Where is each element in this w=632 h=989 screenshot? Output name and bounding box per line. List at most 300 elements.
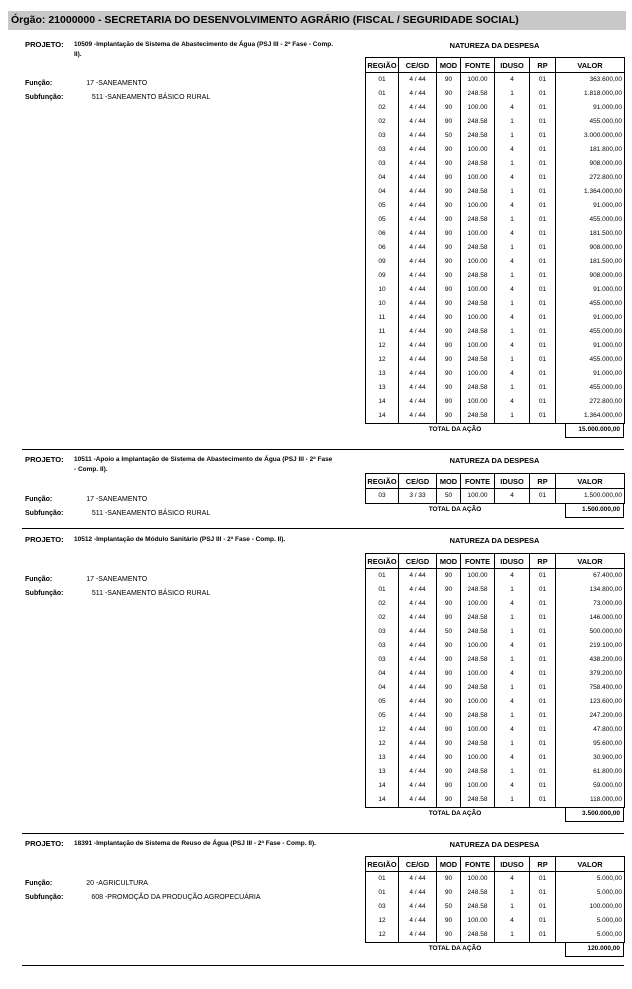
- column-header: FONTE: [461, 554, 495, 569]
- table-cell: 90: [437, 611, 461, 625]
- table-cell: 03: [366, 129, 399, 143]
- table-cell: 4 / 44: [399, 709, 437, 723]
- table-cell: 4: [495, 255, 530, 269]
- table-cell: 455.000,00: [556, 213, 625, 227]
- table-cell: 11: [366, 325, 399, 339]
- table-cell: 05: [366, 709, 399, 723]
- subfuncao-label: Subfunção:: [25, 590, 64, 597]
- table-cell: 50: [437, 129, 461, 143]
- funcao-label: Função:: [25, 80, 53, 87]
- table-cell: 90: [437, 185, 461, 199]
- table-cell: 14: [366, 779, 399, 793]
- table-cell: 05: [366, 695, 399, 709]
- projeto-descricao-text: Implantação de Módulo Sanitário (PSJ III - 2ª Fase - Comp. II).: [96, 536, 286, 543]
- table-cell: 90: [437, 723, 461, 737]
- table-cell: 248.58: [461, 185, 495, 199]
- table-cell: 248.58: [461, 297, 495, 311]
- table-cell: 4 / 44: [399, 353, 437, 367]
- subfuncao-label: Subfunção:: [25, 894, 64, 901]
- table-cell: 01: [530, 793, 556, 808]
- table-cell: 90: [437, 681, 461, 695]
- table-row: [366, 681, 625, 695]
- table-cell: 4: [495, 489, 530, 504]
- table-cell: 100.00: [461, 311, 495, 325]
- total-acao-label: TOTAL DA AÇÃO: [428, 506, 482, 513]
- table-cell: 50: [437, 489, 461, 504]
- column-header: REGIÃO: [366, 58, 399, 73]
- subfuncao-numero: 511: [91, 510, 103, 517]
- table-cell: 01: [530, 143, 556, 157]
- table-cell: 03: [366, 639, 399, 653]
- column-header: MOD: [437, 554, 461, 569]
- column-header: CE/GD: [399, 554, 437, 569]
- table-cell: 1: [495, 409, 530, 424]
- column-header: RP: [530, 474, 556, 489]
- table-cell: 02: [366, 597, 399, 611]
- table-cell: 73.000,00: [556, 597, 625, 611]
- table-cell: 4 / 44: [399, 886, 437, 900]
- table-cell: 4 / 44: [399, 129, 437, 143]
- table-cell: 91.000,00: [556, 367, 625, 381]
- table-cell: 04: [366, 171, 399, 185]
- table-row: [366, 793, 625, 808]
- table-cell: 248.58: [461, 269, 495, 283]
- funcao-line: Função: 17 -SANEAMENTO: [25, 80, 148, 87]
- table-cell: 90: [437, 227, 461, 241]
- table-cell: 01: [366, 73, 399, 88]
- table-cell: 248.58: [461, 213, 495, 227]
- table-cell: 1: [495, 213, 530, 227]
- table-cell: 272.800,00: [556, 395, 625, 409]
- table-row: [366, 765, 625, 779]
- table-cell: 90: [437, 639, 461, 653]
- column-header: RP: [530, 554, 556, 569]
- total-acao-value: 3.500.000,00: [582, 810, 620, 817]
- table-cell: 4: [495, 569, 530, 584]
- table-cell: 10: [366, 283, 399, 297]
- table-cell: 90: [437, 583, 461, 597]
- table-cell: 01: [530, 255, 556, 269]
- table-cell: 248.58: [461, 681, 495, 695]
- table-cell: 01: [530, 681, 556, 695]
- total-acao-label: TOTAL DA AÇÃO: [428, 426, 482, 433]
- table-cell: 01: [530, 241, 556, 255]
- table-cell: 100.00: [461, 395, 495, 409]
- subfuncao-line: Subfunção: 511 -SANEAMENTO BÁSICO RURAL: [25, 94, 211, 101]
- table-row: [366, 872, 625, 887]
- table-cell: 4: [495, 339, 530, 353]
- subfuncao-label: Subfunção:: [25, 94, 64, 101]
- table-row: [366, 157, 625, 171]
- table-cell: 4 / 44: [399, 157, 437, 171]
- table-cell: 01: [530, 339, 556, 353]
- table-cell: 4: [495, 143, 530, 157]
- table-cell: 4 / 44: [399, 213, 437, 227]
- column-header: IDUSO: [495, 857, 530, 872]
- section-divider: [22, 528, 624, 529]
- table-cell: 4: [495, 367, 530, 381]
- column-header: REGIÃO: [366, 554, 399, 569]
- subfuncao-valor: SANEAMENTO BÁSICO RURAL: [107, 590, 211, 597]
- table-cell: 100.00: [461, 367, 495, 381]
- table-cell: 4 / 44: [399, 583, 437, 597]
- column-header: VALOR: [556, 474, 625, 489]
- table-cell: 01: [530, 653, 556, 667]
- table-cell: 4: [495, 227, 530, 241]
- table-row: [366, 751, 625, 765]
- table-row: [366, 914, 625, 928]
- column-header: MOD: [437, 58, 461, 73]
- table-cell: 248.58: [461, 886, 495, 900]
- table-cell: 4 / 44: [399, 667, 437, 681]
- table-row: [366, 367, 625, 381]
- total-acao-row: [365, 942, 624, 957]
- table-cell: 90: [437, 171, 461, 185]
- section-divider: [22, 965, 624, 966]
- table-cell: 248.58: [461, 737, 495, 751]
- projeto-descricao-text: Apoio a Implantação de Sistema de Abastecimento de Água (PSJ III - 2ª Fase - Comp. II).: [74, 456, 333, 473]
- table-cell: 100.00: [461, 872, 495, 887]
- table-cell: 455.000,00: [556, 297, 625, 311]
- table-cell: 90: [437, 143, 461, 157]
- table-cell: 01: [530, 489, 556, 504]
- table-cell: 219.100,00: [556, 639, 625, 653]
- table-cell: 4 / 44: [399, 597, 437, 611]
- table-cell: 90: [437, 353, 461, 367]
- table-cell: 4 / 44: [399, 297, 437, 311]
- table-cell: 01: [530, 311, 556, 325]
- table-cell: 4 / 44: [399, 269, 437, 283]
- natureza-despesa-title: NATUREZA DA DESPESA: [449, 41, 540, 50]
- table-row: [366, 639, 625, 653]
- table-cell: 4 / 44: [399, 311, 437, 325]
- table-cell: 02: [366, 115, 399, 129]
- table-row: [366, 101, 625, 115]
- table-cell: 14: [366, 395, 399, 409]
- table-row: [366, 115, 625, 129]
- table-cell: 1: [495, 241, 530, 255]
- table-cell: 4 / 44: [399, 241, 437, 255]
- table-cell: 95.600,00: [556, 737, 625, 751]
- table-cell: 47.800,00: [556, 723, 625, 737]
- table-row: [366, 653, 625, 667]
- projeto-label: PROJETO:: [25, 839, 64, 848]
- column-header: REGIÃO: [366, 474, 399, 489]
- table-cell: 01: [530, 283, 556, 297]
- table-cell: 02: [366, 101, 399, 115]
- table-cell: 248.58: [461, 709, 495, 723]
- table-cell: 146.000,00: [556, 611, 625, 625]
- column-header: IDUSO: [495, 474, 530, 489]
- funcao-valor: AGRICULTURA: [98, 880, 148, 887]
- table-row: [366, 737, 625, 751]
- table-cell: 01: [530, 886, 556, 900]
- table-cell: 90: [437, 395, 461, 409]
- table-cell: 1: [495, 625, 530, 639]
- table-cell: 1: [495, 185, 530, 199]
- table-cell: 123.600,00: [556, 695, 625, 709]
- table-cell: 03: [366, 625, 399, 639]
- total-acao-label: TOTAL DA AÇÃO: [428, 945, 482, 952]
- table-cell: 4 / 44: [399, 283, 437, 297]
- table-cell: 01: [530, 129, 556, 143]
- projeto-label: PROJETO:: [25, 535, 64, 544]
- table-cell: 05: [366, 199, 399, 213]
- table-cell: 4: [495, 723, 530, 737]
- table-cell: 4 / 44: [399, 723, 437, 737]
- table-cell: 01: [530, 353, 556, 367]
- table-header-row: [366, 58, 625, 73]
- table-row: [366, 129, 625, 143]
- table-cell: 01: [530, 765, 556, 779]
- table-cell: 5.000,00: [556, 914, 625, 928]
- table-row: [366, 709, 625, 723]
- table-cell: 01: [530, 695, 556, 709]
- table-cell: 4 / 44: [399, 367, 437, 381]
- table-cell: 4: [495, 283, 530, 297]
- table-row: [366, 311, 625, 325]
- table-row: [366, 73, 625, 88]
- table-cell: 01: [530, 87, 556, 101]
- table-cell: 134.800,00: [556, 583, 625, 597]
- table-row: [366, 395, 625, 409]
- table-cell: 01: [530, 597, 556, 611]
- funcao-numero: 17: [86, 496, 94, 503]
- table-row: [366, 583, 625, 597]
- table-cell: 4 / 44: [399, 639, 437, 653]
- column-header: VALOR: [556, 554, 625, 569]
- column-header: CE/GD: [399, 474, 437, 489]
- table-cell: 100.00: [461, 339, 495, 353]
- table-row: [366, 227, 625, 241]
- table-cell: 12: [366, 723, 399, 737]
- table-cell: 01: [530, 367, 556, 381]
- projeto-label: PROJETO:: [25, 40, 64, 49]
- table-cell: 908.000,00: [556, 157, 625, 171]
- table-cell: 01: [530, 185, 556, 199]
- table-cell: 91.000,00: [556, 311, 625, 325]
- table-cell: 4 / 44: [399, 765, 437, 779]
- subfuncao-line: Subfunção: 511 -SANEAMENTO BÁSICO RURAL: [25, 590, 211, 597]
- table-cell: 4: [495, 751, 530, 765]
- table-row: [366, 409, 625, 424]
- table-cell: 91.000,00: [556, 199, 625, 213]
- projeto-descricao-text: Implantação de Sistema de Reuso de Água (PSJ III - 2ª Fase - Comp. II).: [96, 840, 316, 847]
- table-cell: 100.00: [461, 171, 495, 185]
- table-cell: 01: [530, 569, 556, 584]
- table-cell: 1: [495, 886, 530, 900]
- table-cell: 03: [366, 653, 399, 667]
- table-cell: 01: [530, 227, 556, 241]
- total-acao-value: 15.000.000,00: [578, 426, 620, 433]
- table-cell: 01: [366, 872, 399, 887]
- table-cell: 01: [530, 900, 556, 914]
- projeto-codigo: 18391: [74, 840, 93, 847]
- table-cell: 90: [437, 751, 461, 765]
- table-cell: 1.818.000,00: [556, 87, 625, 101]
- table-cell: 01: [530, 409, 556, 424]
- column-header: CE/GD: [399, 58, 437, 73]
- projeto-codigo: 10512: [74, 536, 93, 543]
- funcao-valor: SANEAMENTO: [98, 496, 148, 503]
- section-divider: [22, 449, 624, 450]
- funcao-label: Função:: [25, 496, 53, 503]
- table-cell: 90: [437, 157, 461, 171]
- table-cell: 13: [366, 381, 399, 395]
- table-cell: 04: [366, 681, 399, 695]
- table-cell: 248.58: [461, 928, 495, 943]
- projeto-descricao: 10509 -Implantação de Sistema de Abastecimento de Água (PSJ III - 2ª Fase - Comp. II).: [74, 41, 334, 58]
- column-header: IDUSO: [495, 554, 530, 569]
- table-cell: 248.58: [461, 115, 495, 129]
- table-cell: 01: [530, 928, 556, 943]
- table-cell: 90: [437, 311, 461, 325]
- column-header: MOD: [437, 857, 461, 872]
- table-cell: 4 / 44: [399, 255, 437, 269]
- table-cell: 181.500,00: [556, 255, 625, 269]
- table-cell: 90: [437, 597, 461, 611]
- table-cell: 363.600,00: [556, 73, 625, 88]
- table-cell: 01: [530, 723, 556, 737]
- table-cell: 4 / 44: [399, 409, 437, 424]
- table-cell: 12: [366, 737, 399, 751]
- table-cell: 03: [366, 489, 399, 504]
- table-cell: 01: [530, 395, 556, 409]
- table-cell: 67.400,00: [556, 569, 625, 584]
- table-cell: 1: [495, 737, 530, 751]
- total-acao-row: [365, 807, 624, 822]
- table-cell: 90: [437, 709, 461, 723]
- table-cell: 02: [366, 611, 399, 625]
- table-cell: 100.00: [461, 283, 495, 297]
- table-cell: 90: [437, 928, 461, 943]
- table-cell: 90: [437, 269, 461, 283]
- column-header: IDUSO: [495, 58, 530, 73]
- table-cell: 05: [366, 213, 399, 227]
- table-cell: 1.364.000,00: [556, 409, 625, 424]
- table-cell: 4: [495, 639, 530, 653]
- table-cell: 4: [495, 73, 530, 88]
- table-cell: 100.00: [461, 255, 495, 269]
- table-cell: 3 / 33: [399, 489, 437, 504]
- table-cell: 01: [530, 325, 556, 339]
- subfuncao-numero: 511: [91, 590, 103, 597]
- table-cell: 100.00: [461, 101, 495, 115]
- table-row: [366, 723, 625, 737]
- table-cell: 272.800,00: [556, 171, 625, 185]
- table-cell: 100.00: [461, 751, 495, 765]
- table-cell: 1: [495, 611, 530, 625]
- table-cell: 04: [366, 185, 399, 199]
- table-cell: 50: [437, 625, 461, 639]
- table-cell: 4 / 44: [399, 914, 437, 928]
- table-cell: 1: [495, 583, 530, 597]
- table-cell: 248.58: [461, 157, 495, 171]
- table-cell: 1: [495, 900, 530, 914]
- table-cell: 90: [437, 283, 461, 297]
- funcao-label: Função:: [25, 576, 53, 583]
- table-cell: 01: [366, 87, 399, 101]
- table-cell: 4: [495, 311, 530, 325]
- funcao-line: Função: 17 -SANEAMENTO: [25, 496, 148, 503]
- table-cell: 01: [530, 297, 556, 311]
- table-row: [366, 928, 625, 943]
- table-cell: 1: [495, 681, 530, 695]
- table-cell: 1: [495, 269, 530, 283]
- column-header: RP: [530, 857, 556, 872]
- funcao-line: Função: 17 -SANEAMENTO: [25, 576, 148, 583]
- table-cell: 50: [437, 900, 461, 914]
- funcao-numero: 20: [86, 880, 94, 887]
- table-cell: 01: [530, 101, 556, 115]
- table-cell: 90: [437, 779, 461, 793]
- table-cell: 248.58: [461, 129, 495, 143]
- table-cell: 90: [437, 695, 461, 709]
- natureza-despesa-title: NATUREZA DA DESPESA: [449, 536, 540, 545]
- table-row: [366, 241, 625, 255]
- despesa-table: [365, 57, 625, 424]
- table-cell: 4 / 44: [399, 171, 437, 185]
- subfuncao-label: Subfunção:: [25, 510, 64, 517]
- table-cell: 13: [366, 751, 399, 765]
- table-cell: 12: [366, 339, 399, 353]
- table-cell: 90: [437, 653, 461, 667]
- table-cell: 4 / 44: [399, 653, 437, 667]
- table-cell: 379.200,00: [556, 667, 625, 681]
- table-cell: 90: [437, 569, 461, 584]
- table-cell: 4 / 44: [399, 611, 437, 625]
- subfuncao-valor: SANEAMENTO BÁSICO RURAL: [107, 510, 211, 517]
- table-cell: 61.800,00: [556, 765, 625, 779]
- table-cell: 248.58: [461, 611, 495, 625]
- table-cell: 4 / 44: [399, 199, 437, 213]
- table-cell: 118.000,00: [556, 793, 625, 808]
- table-cell: 248.58: [461, 381, 495, 395]
- table-cell: 13: [366, 765, 399, 779]
- table-cell: 4 / 44: [399, 681, 437, 695]
- table-cell: 11: [366, 311, 399, 325]
- table-cell: 01: [530, 269, 556, 283]
- table-cell: 90: [437, 115, 461, 129]
- table-cell: 90: [437, 872, 461, 887]
- table-cell: 14: [366, 409, 399, 424]
- table-cell: 06: [366, 241, 399, 255]
- table-cell: 4 / 44: [399, 695, 437, 709]
- table-cell: 90: [437, 381, 461, 395]
- column-header: VALOR: [556, 857, 625, 872]
- projeto-descricao: 18391 -Implantação de Sistema de Reuso de Água (PSJ III - 2ª Fase - Comp. II).: [74, 840, 316, 847]
- table-cell: 247.200,00: [556, 709, 625, 723]
- table-cell: 4: [495, 597, 530, 611]
- table-cell: 90: [437, 886, 461, 900]
- table-cell: 90: [437, 737, 461, 751]
- total-acao-value: 120.000,00: [587, 945, 620, 952]
- table-cell: 455.000,00: [556, 381, 625, 395]
- table-cell: 90: [437, 199, 461, 213]
- table-row: [366, 779, 625, 793]
- table-row: [366, 269, 625, 283]
- table-cell: 4 / 44: [399, 115, 437, 129]
- table-row: [366, 87, 625, 101]
- projeto-descricao: 10512 -Implantação de Módulo Sanitário (PSJ III - 2ª Fase - Comp. II).: [74, 536, 286, 543]
- table-cell: 91.000,00: [556, 283, 625, 297]
- table-cell: 4: [495, 667, 530, 681]
- table-cell: 4 / 44: [399, 325, 437, 339]
- table-cell: 4 / 44: [399, 185, 437, 199]
- table-cell: 90: [437, 241, 461, 255]
- projeto-codigo: 10509: [74, 41, 93, 48]
- table-row: [366, 143, 625, 157]
